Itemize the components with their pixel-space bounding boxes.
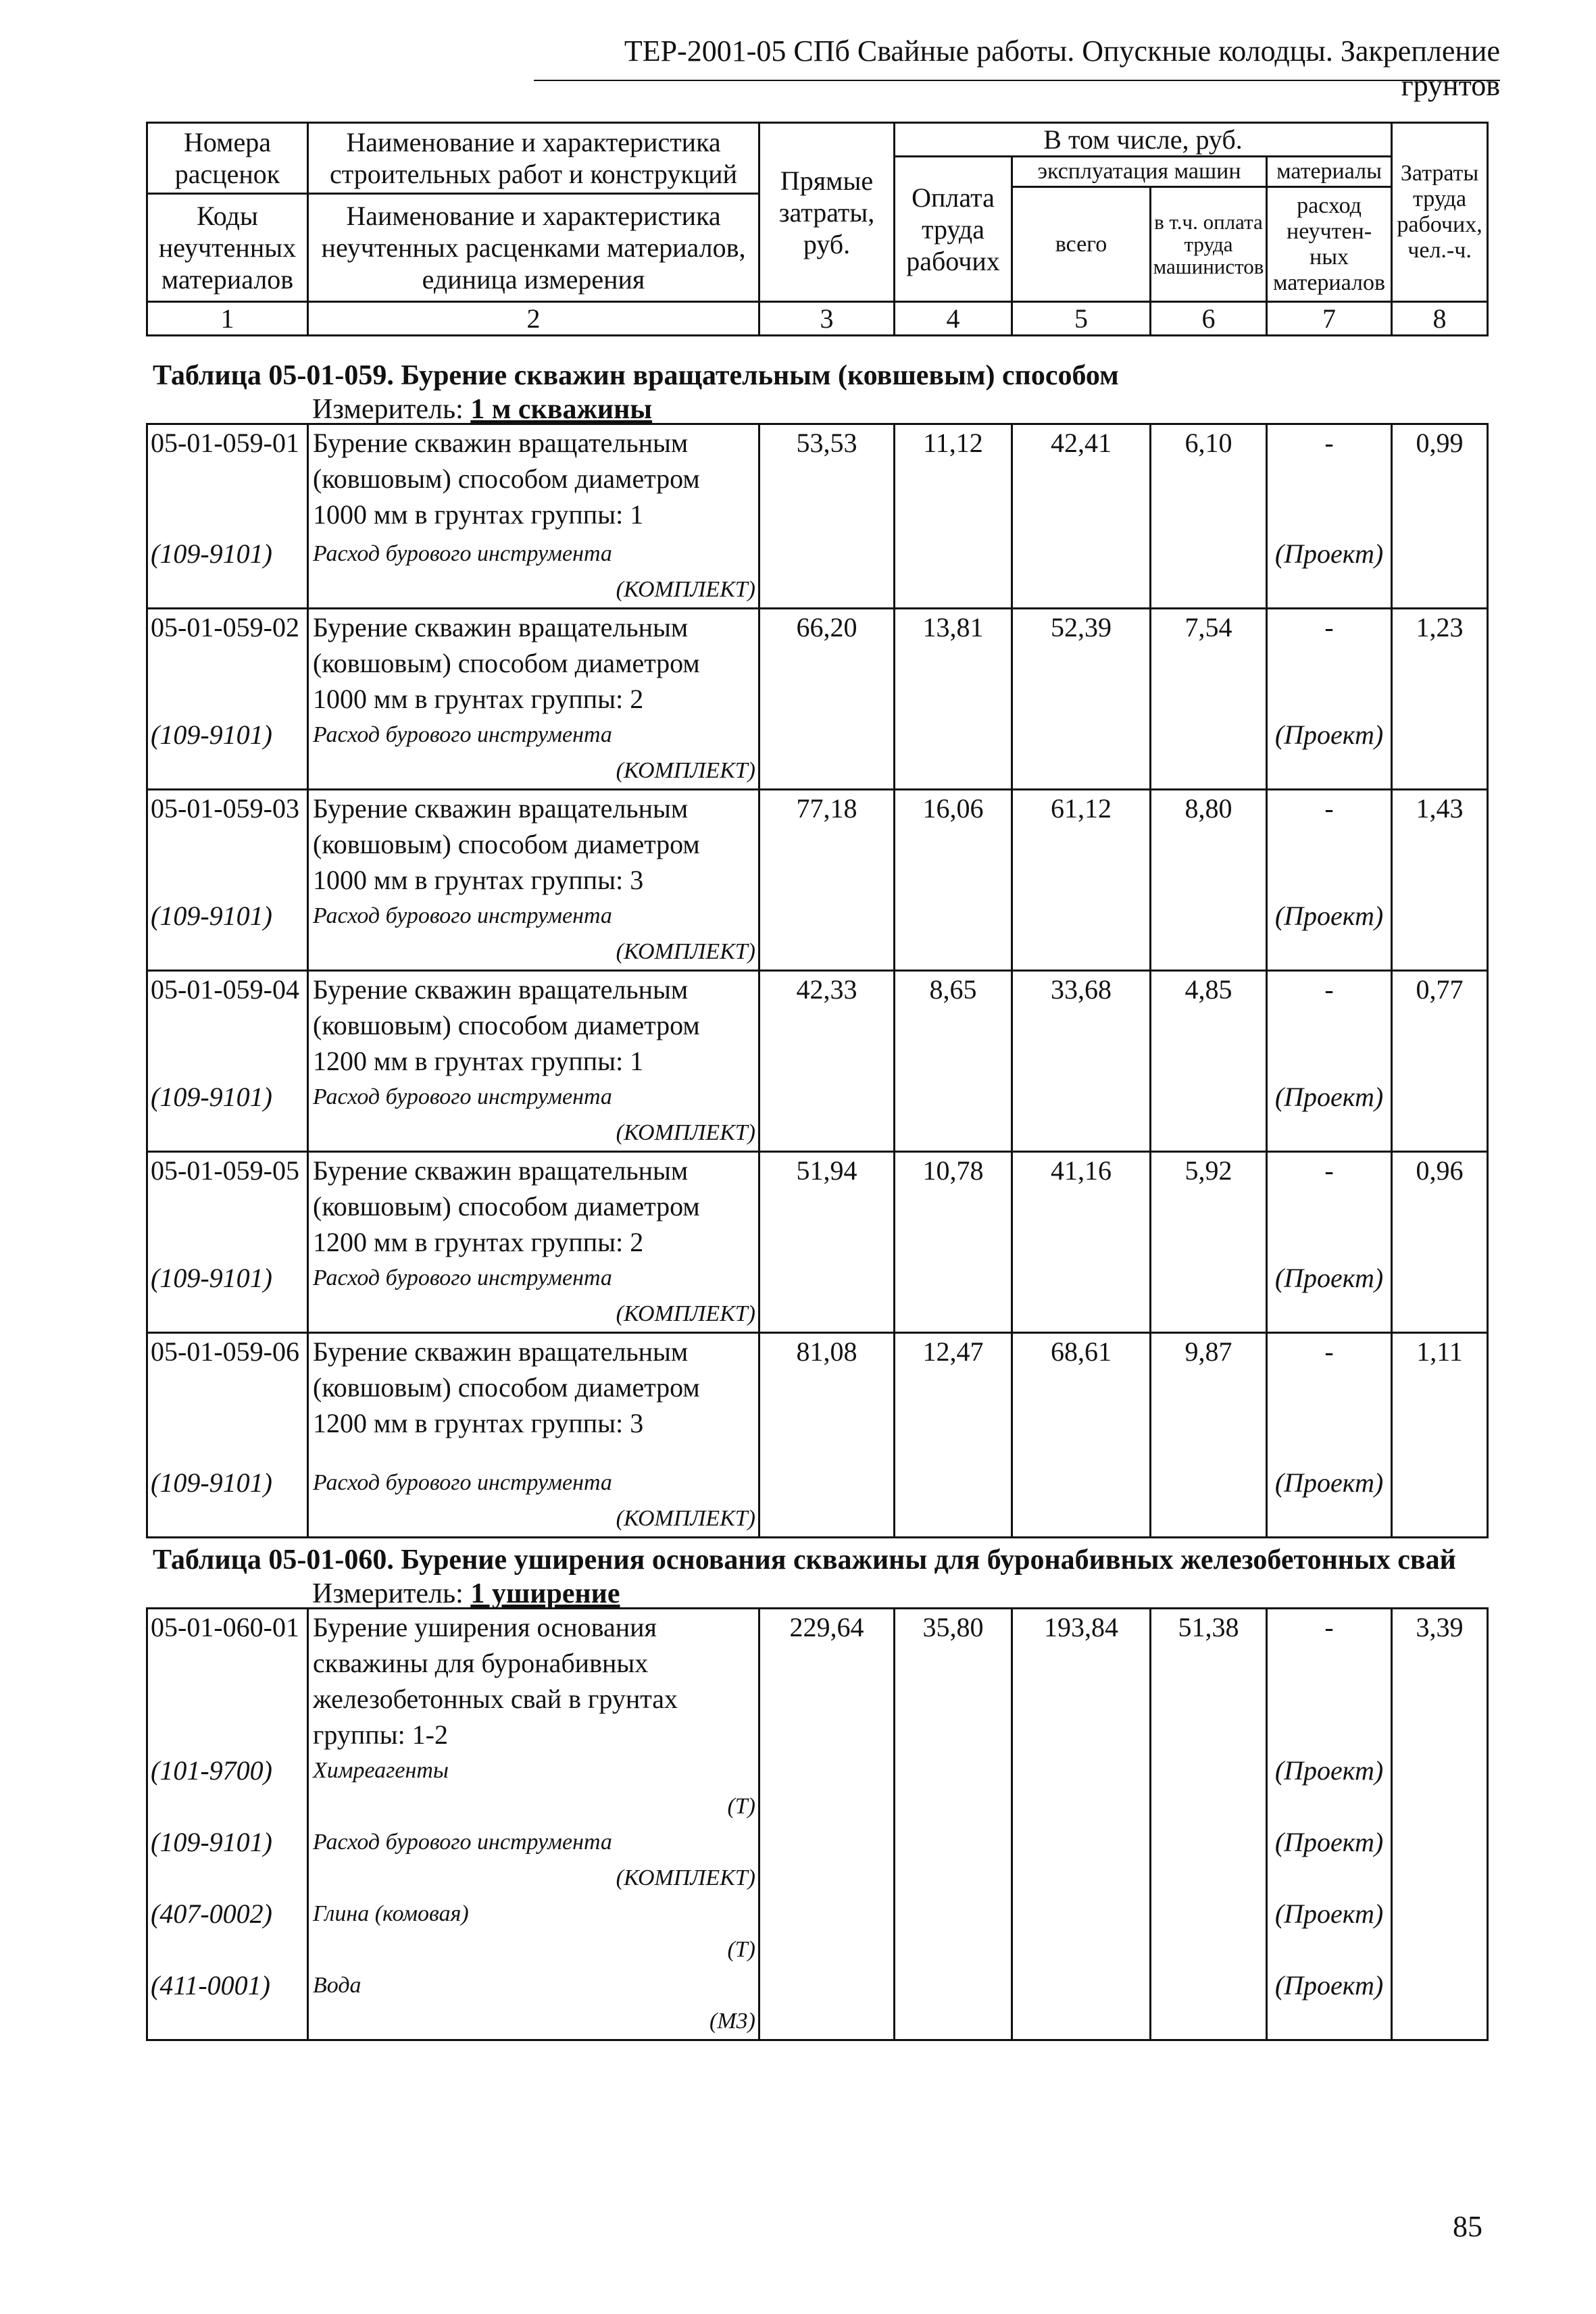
work-name-line: 1200 мм в грунтах группы: 1 xyxy=(313,1045,644,1076)
empty-cell xyxy=(1151,717,1267,790)
empty-cell xyxy=(759,1824,895,1896)
empty-cell xyxy=(759,1753,895,1824)
work-name xyxy=(308,1151,759,1260)
material-cell xyxy=(308,1079,759,1152)
empty-cell xyxy=(1012,898,1151,971)
material-quantity: (Проект) xyxy=(1267,1079,1392,1152)
material-name: Расход бурового инструмента xyxy=(313,903,612,928)
table-row xyxy=(147,608,1488,717)
empty-cell xyxy=(1392,898,1488,971)
col-1-bottom-header: Коды неучтенных материалов xyxy=(147,194,308,302)
material-cell xyxy=(308,1896,759,1967)
materials-cost: - xyxy=(1267,789,1392,898)
materials-cost: - xyxy=(1267,424,1392,536)
table-row xyxy=(147,1753,1488,1824)
empty-cell xyxy=(1012,1465,1151,1538)
material-unit: (КОМПЛЕКТ) xyxy=(616,1120,755,1145)
table-row xyxy=(147,1079,1488,1152)
empty-cell xyxy=(759,1465,895,1538)
col-6-header: в т.ч. оплата труда машинистов xyxy=(1151,187,1267,302)
direct-cost: 53,53 xyxy=(759,424,895,536)
material-code: (109-9101) xyxy=(147,717,308,790)
direct-cost: 42,33 xyxy=(759,970,895,1079)
empty-cell xyxy=(759,898,895,971)
empty-cell xyxy=(1012,1079,1151,1152)
work-name-line: (ковшовым) способом диаметром xyxy=(313,1372,700,1403)
materials-cost: - xyxy=(1267,1609,1392,1753)
work-name xyxy=(308,1609,759,1753)
labor-cost: 8,65 xyxy=(895,970,1012,1079)
material-quantity: (Проект) xyxy=(1267,1967,1392,2040)
empty-cell xyxy=(895,1967,1012,2040)
material-name: Расход бурового инструмента xyxy=(313,1470,612,1495)
table-row xyxy=(147,1967,1488,2040)
work-name-line: 1000 мм в грунтах группы: 3 xyxy=(313,864,644,895)
material-code: (411-0001) xyxy=(147,1967,308,2040)
operators-cost: 7,54 xyxy=(1151,608,1267,717)
material-unit: (КОМПЛЕКТ) xyxy=(616,1865,755,1890)
col-2-bottom-header: Наименование и характеристика неучтенных расценками материалов, единица измерения xyxy=(308,194,759,302)
work-name-line: Бурение скважин вращательным xyxy=(313,793,689,824)
material-unit: (КОМПЛЕКТ) xyxy=(616,1301,755,1326)
empty-cell xyxy=(1012,1824,1151,1896)
work-name-line: Бурение скважин вращательным xyxy=(313,428,689,458)
material-code: (109-9101) xyxy=(147,898,308,971)
material-quantity: (Проект) xyxy=(1267,536,1392,609)
machines-cost: 52,39 xyxy=(1012,608,1151,717)
col-5-header: всего xyxy=(1012,187,1151,302)
machines-cost: 193,84 xyxy=(1012,1609,1151,1753)
work-name-line: группы: 1-2 xyxy=(313,1719,448,1750)
measure-label: Измеритель: xyxy=(312,1578,464,1609)
rate-code: 05-01-059-04 xyxy=(147,970,308,1079)
machines-cost: 42,41 xyxy=(1012,424,1151,536)
material-name: Глина (комовая) xyxy=(313,1901,469,1926)
work-name xyxy=(308,789,759,898)
table-2-title: Таблица 05-01-060. Бурение уширения основания скважины для буронабивных железобетонных свай xyxy=(153,1544,1456,1576)
table-1-title: Таблица 05-01-059. Бурение скважин вращательным (ковшевым) способом xyxy=(153,360,1119,391)
table-row xyxy=(147,970,1488,1079)
labor-cost: 13,81 xyxy=(895,608,1012,717)
operators-cost: 5,92 xyxy=(1151,1151,1267,1260)
col-8-header: Затраты труда рабочих, чел.-ч. xyxy=(1392,123,1488,302)
material-code: (109-9101) xyxy=(147,536,308,609)
empty-cell xyxy=(1151,536,1267,609)
empty-cell xyxy=(1151,898,1267,971)
operators-cost: 51,38 xyxy=(1151,1609,1267,1753)
empty-cell xyxy=(895,1465,1012,1538)
col-number: 7 xyxy=(1267,302,1392,336)
material-name: Расход бурового инструмента xyxy=(313,1830,612,1855)
material-quantity: (Проект) xyxy=(1267,1896,1392,1967)
materials-cost: - xyxy=(1267,970,1392,1079)
work-name-line: Бурение скважин вращательным xyxy=(313,611,689,643)
table-row xyxy=(147,1260,1488,1333)
table-row xyxy=(147,424,1488,536)
material-quantity: (Проект) xyxy=(1267,898,1392,971)
work-name-line: Бурение скважин вращательным xyxy=(313,974,689,1005)
empty-cell xyxy=(759,717,895,790)
rate-code: 05-01-060-01 xyxy=(147,1609,308,1753)
materials-cost: - xyxy=(1267,1332,1392,1465)
labor-cost: 16,06 xyxy=(895,789,1012,898)
work-name xyxy=(308,1332,759,1465)
operators-cost: 8,80 xyxy=(1151,789,1267,898)
header-rule xyxy=(534,80,1500,81)
table-1-body xyxy=(146,423,1489,1538)
material-unit: (Т) xyxy=(727,1794,755,1819)
col-group-header: В том числе, руб. xyxy=(895,123,1392,157)
machines-cost: 68,61 xyxy=(1012,1332,1151,1465)
empty-cell xyxy=(1392,1079,1488,1152)
work-name-line: Бурение скважин вращательным xyxy=(313,1336,689,1367)
col-7-header: расход неучтен-ных материалов xyxy=(1267,187,1392,302)
material-cell xyxy=(308,1260,759,1333)
labor-hours: 1,11 xyxy=(1392,1332,1488,1465)
empty-cell xyxy=(1012,1896,1151,1967)
col-number: 3 xyxy=(759,302,895,336)
col-number: 6 xyxy=(1151,302,1267,336)
material-code: (109-9101) xyxy=(147,1824,308,1896)
table-row xyxy=(147,1465,1488,1538)
operators-cost: 6,10 xyxy=(1151,424,1267,536)
empty-cell xyxy=(759,1260,895,1333)
work-name-line: железобетонных свай в грунтах xyxy=(313,1684,678,1714)
material-unit: (КОМПЛЕКТ) xyxy=(616,757,755,783)
table-row xyxy=(147,789,1488,898)
material-quantity: (Проект) xyxy=(1267,1753,1392,1824)
material-code: (109-9101) xyxy=(147,1465,308,1538)
labor-cost: 12,47 xyxy=(895,1332,1012,1465)
column-header-table xyxy=(146,122,1489,336)
work-name-line: (ковшовым) способом диаметром xyxy=(313,828,700,859)
empty-cell xyxy=(895,1079,1012,1152)
empty-cell xyxy=(895,1896,1012,1967)
empty-cell xyxy=(1151,1465,1267,1538)
empty-cell xyxy=(1151,1079,1267,1152)
measure-value: 1 м скважины xyxy=(470,394,653,425)
material-code: (109-9101) xyxy=(147,1260,308,1333)
work-name-line: (ковшовым) способом диаметром xyxy=(313,463,700,494)
material-quantity: (Проект) xyxy=(1267,1824,1392,1896)
material-cell xyxy=(308,1465,759,1538)
work-name xyxy=(308,970,759,1079)
material-name: Расход бурового инструмента xyxy=(313,540,612,566)
empty-cell xyxy=(759,1896,895,1967)
empty-cell xyxy=(895,1260,1012,1333)
materials-cost: - xyxy=(1267,1151,1392,1260)
material-quantity: (Проект) xyxy=(1267,1260,1392,1333)
materials-cost: - xyxy=(1267,608,1392,717)
work-name-line: 1200 мм в грунтах группы: 2 xyxy=(313,1226,644,1257)
material-name: Вода xyxy=(313,1973,361,1998)
work-name-line: 1000 мм в грунтах группы: 2 xyxy=(313,683,644,714)
measure-label: Измеритель: xyxy=(312,394,464,425)
direct-cost: 51,94 xyxy=(759,1151,895,1260)
empty-cell xyxy=(1012,536,1151,609)
col-3-header: Прямые затраты, руб. xyxy=(759,123,895,302)
col-1-top-header: Номера расценок xyxy=(147,123,308,194)
labor-hours: 1,23 xyxy=(1392,608,1488,717)
machines-group-header: эксплуатация машин xyxy=(1012,157,1267,187)
work-name-line: 1200 мм в грунтах группы: 3 xyxy=(313,1407,644,1438)
work-name xyxy=(308,608,759,717)
operators-cost: 9,87 xyxy=(1151,1332,1267,1465)
material-code: (101-9700) xyxy=(147,1753,308,1824)
labor-hours: 1,43 xyxy=(1392,789,1488,898)
empty-cell xyxy=(1392,1896,1488,1967)
empty-cell xyxy=(759,1079,895,1152)
col-number: 4 xyxy=(895,302,1012,336)
work-name-line: (ковшовым) способом диаметром xyxy=(313,647,700,678)
empty-cell xyxy=(1392,1967,1488,2040)
material-unit: (КОМПЛЕКТ) xyxy=(616,938,755,964)
work-name-line: Бурение уширения основания xyxy=(313,1612,657,1642)
empty-cell xyxy=(759,1967,895,2040)
empty-cell xyxy=(1392,717,1488,790)
work-name-line: 1000 мм в грунтах группы: 1 xyxy=(313,499,644,530)
empty-cell xyxy=(1012,1753,1151,1824)
table-row xyxy=(147,717,1488,790)
rate-code: 05-01-059-03 xyxy=(147,789,308,898)
table-row xyxy=(147,536,1488,609)
rate-code: 05-01-059-01 xyxy=(147,424,308,536)
material-unit: (КОМПЛЕКТ) xyxy=(616,576,755,602)
empty-cell xyxy=(895,536,1012,609)
empty-cell xyxy=(1012,717,1151,790)
page-number: 85 xyxy=(1453,2210,1482,2243)
labor-hours: 3,39 xyxy=(1392,1609,1488,1753)
machines-cost: 33,68 xyxy=(1012,970,1151,1079)
material-name: Химреагенты xyxy=(313,1758,449,1783)
empty-cell xyxy=(895,898,1012,971)
empty-cell xyxy=(1392,1824,1488,1896)
empty-cell xyxy=(1392,1753,1488,1824)
material-name: Расход бурового инструмента xyxy=(313,722,612,747)
labor-hours: 0,96 xyxy=(1392,1151,1488,1260)
empty-cell xyxy=(1392,1260,1488,1333)
empty-cell xyxy=(1151,1260,1267,1333)
empty-cell xyxy=(759,536,895,609)
material-unit: (Т) xyxy=(727,1937,755,1962)
table-row xyxy=(147,1824,1488,1896)
work-name xyxy=(308,424,759,536)
empty-cell xyxy=(1151,1896,1267,1967)
material-unit: (М3) xyxy=(709,2009,755,2034)
col-number: 1 xyxy=(147,302,308,336)
material-cell xyxy=(308,717,759,790)
running-header: ТЕР-2001-05 СПб Свайные работы. Опускные колодцы. Закрепление грунтов xyxy=(624,34,1500,102)
col-4-header: Оплата труда рабочих xyxy=(895,157,1012,302)
col-number: 5 xyxy=(1012,302,1151,336)
col-2-top-header: Наименование и характеристика строительных работ и конструкций xyxy=(308,123,759,194)
material-cell xyxy=(308,536,759,609)
table-2-measure xyxy=(312,1578,620,1610)
rate-code: 05-01-059-05 xyxy=(147,1151,308,1260)
direct-cost: 66,20 xyxy=(759,608,895,717)
operators-cost: 4,85 xyxy=(1151,970,1267,1079)
empty-cell xyxy=(1392,536,1488,609)
table-row xyxy=(147,1896,1488,1967)
empty-cell xyxy=(895,1753,1012,1824)
empty-cell xyxy=(895,717,1012,790)
material-cell xyxy=(308,898,759,971)
empty-cell xyxy=(1151,1824,1267,1896)
empty-cell xyxy=(1392,1465,1488,1538)
machines-cost: 41,16 xyxy=(1012,1151,1151,1260)
table-row xyxy=(147,898,1488,971)
material-name: Расход бурового инструмента xyxy=(313,1265,612,1290)
empty-cell xyxy=(1012,1967,1151,2040)
direct-cost: 229,64 xyxy=(759,1609,895,1753)
rate-code: 05-01-059-02 xyxy=(147,608,308,717)
empty-cell xyxy=(1012,1260,1151,1333)
rate-code: 05-01-059-06 xyxy=(147,1332,308,1465)
work-name-line: скважины для буронабивных xyxy=(313,1648,649,1678)
material-unit: (КОМПЛЕКТ) xyxy=(616,1506,755,1531)
empty-cell xyxy=(1151,1753,1267,1824)
material-quantity: (Проект) xyxy=(1267,1465,1392,1538)
labor-cost: 10,78 xyxy=(895,1151,1012,1260)
col-number: 2 xyxy=(308,302,759,336)
material-cell xyxy=(308,1753,759,1824)
empty-cell xyxy=(895,1824,1012,1896)
material-code: (407-0002) xyxy=(147,1896,308,1967)
material-quantity: (Проект) xyxy=(1267,717,1392,790)
material-cell xyxy=(308,1967,759,2040)
work-name-line: (ковшовым) способом диаметром xyxy=(313,1009,700,1040)
material-name: Расход бурового инструмента xyxy=(313,1084,612,1109)
table-row xyxy=(147,1609,1488,1753)
table-2-body xyxy=(146,1607,1489,2041)
labor-cost: 11,12 xyxy=(895,424,1012,536)
col-number: 8 xyxy=(1392,302,1488,336)
table-1-measure xyxy=(312,393,652,426)
material-cell xyxy=(308,1824,759,1896)
work-name-line: (ковшовым) способом диаметром xyxy=(313,1190,700,1222)
labor-cost: 35,80 xyxy=(895,1609,1012,1753)
empty-cell xyxy=(1151,1967,1267,2040)
direct-cost: 81,08 xyxy=(759,1332,895,1465)
work-name-line: Бурение скважин вращательным xyxy=(313,1155,689,1186)
machines-cost: 61,12 xyxy=(1012,789,1151,898)
material-code: (109-9101) xyxy=(147,1079,308,1152)
materials-group-header: материалы xyxy=(1267,157,1392,187)
table-row xyxy=(147,1151,1488,1260)
measure-value: 1 уширение xyxy=(470,1578,620,1609)
table-row xyxy=(147,1332,1488,1465)
direct-cost: 77,18 xyxy=(759,789,895,898)
labor-hours: 0,77 xyxy=(1392,970,1488,1079)
labor-hours: 0,99 xyxy=(1392,424,1488,536)
